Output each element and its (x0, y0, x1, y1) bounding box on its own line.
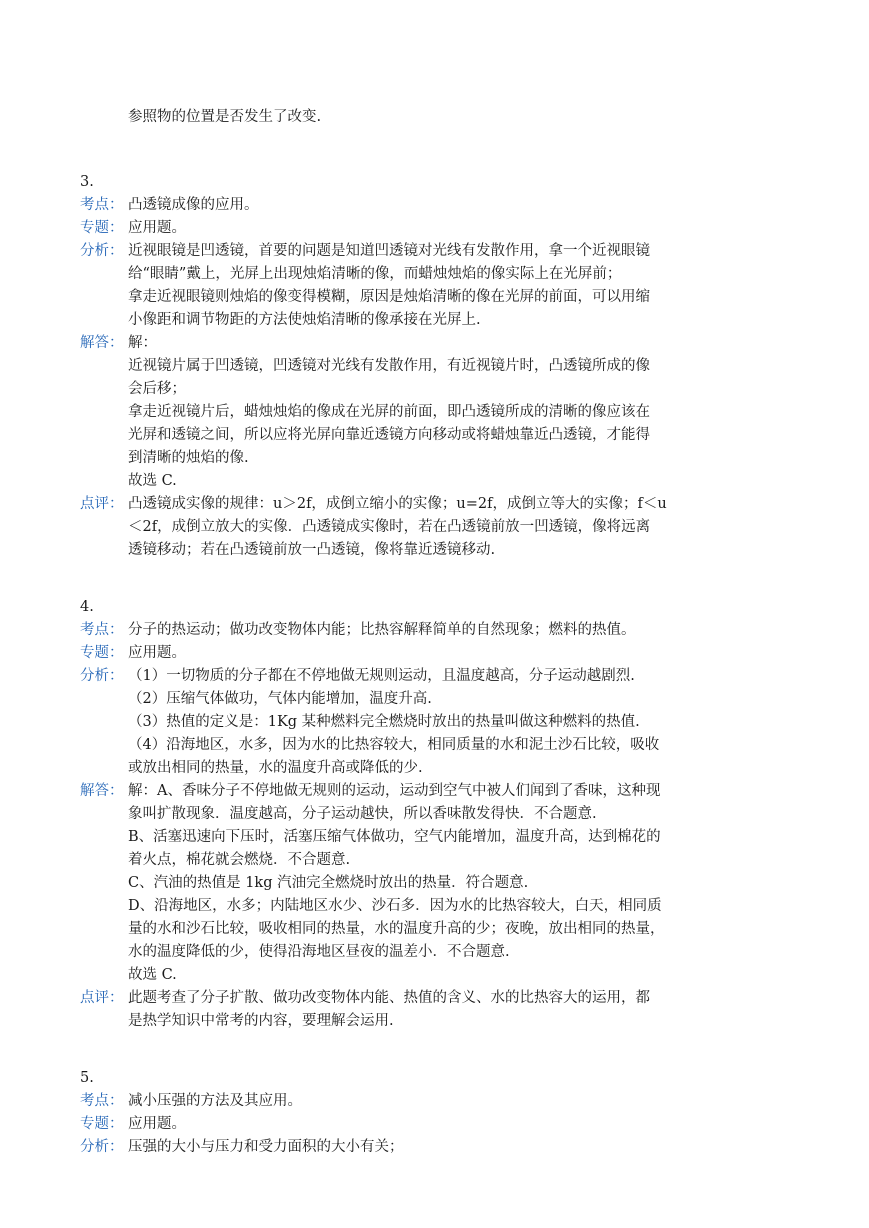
jieda-line: 近视镜片属于凹透镜，凹透镜对光线有发散作用，有近视镜片时，凸透镜所成的像 (128, 358, 650, 374)
fenxi-line: （4）沿海地区，水多，因为水的比热容较大，相同质量的水和泥土沙石比较，吸收 (128, 737, 660, 753)
kaodian-label: 考点： (80, 622, 124, 638)
fenxi-label: 分析： (80, 1139, 124, 1155)
fenxi-row (80, 240, 690, 332)
jieda-line: D、沿海地区，水多；内陆地区水少、沙石多．因为水的比热容较大，白天，相同质 (128, 898, 662, 914)
jieda-line: 着火点，棉花就会燃烧．不合题意. (128, 852, 351, 868)
fenxi-line: 或放出相同的热量，水的温度升高或降低的少. (128, 760, 423, 776)
dianping-label: 点评： (80, 990, 124, 1006)
fenxi-line: （3）热值的定义是：1Kg 某种燃料完全燃烧时放出的热量叫做这种燃料的热值. (128, 714, 640, 730)
problem-number: 3. (80, 174, 94, 190)
dianping-row (80, 987, 690, 1033)
dianping-line: 透镜移动；若在凸透镜前放一凸透镜，像将靠近透镜移动. (128, 542, 496, 558)
fenxi-line: （1）一切物质的分子都在不停地做无规则运动，且温度越高，分子运动越剧烈. (128, 668, 635, 684)
problem-number: 5. (80, 1070, 94, 1086)
jieda-line: 象叫扩散现象．温度越高，分子运动越快，所以香味散发得快．不合题意. (128, 806, 597, 822)
jieda-line: 解：A、香味分子不停地做无规则的运动，运动到空气中被人们闻到了香味，这种现 (128, 783, 661, 799)
zhuanti-label: 专题： (80, 645, 124, 661)
jieda-line: 光屏和透镜之间，所以应将光屏向靠近透镜方向移动或将蜡烛靠近凸透镜，才能得 (128, 427, 650, 443)
zhuanti-row (80, 217, 690, 240)
jieda-label: 解答： (80, 783, 124, 799)
fenxi-line: 压强的大小与压力和受力面积的大小有关； (128, 1139, 404, 1155)
kaodian-text: 分子的热运动；做功改变物体内能；比热容解释简单的自然现象；燃料的热值。 (128, 622, 636, 638)
fenxi-line: 给“眼睛”戴上，光屏上出现烛焰清晰的像，而蜡烛烛焰的像实际上在光屏前； (128, 266, 622, 282)
dianping-line: 凸透镜成实像的规律：u＞2f，成倒立缩小的实像；u=2f，成倒立等大的实像；f＜u (128, 496, 667, 512)
zhuanti-text: 应用题。 (128, 1116, 186, 1132)
problem-5 (80, 1067, 690, 1159)
fenxi-label: 分析： (80, 668, 124, 684)
jieda-answer: 故选 C. (128, 967, 177, 983)
jieda-line: C、汽油的热值是 1kg 汽油完全燃烧时放出的热量．符合题意. (128, 875, 529, 891)
kaodian-text: 凸透镜成像的应用。 (128, 197, 259, 213)
problem-3 (80, 171, 690, 562)
fenxi-line: （2）压缩气体做功，气体内能增加，温度升高. (128, 691, 432, 707)
problem-number: 4. (80, 599, 94, 615)
jieda-line: 拿走近视镜片后，蜡烛烛焰的像成在光屏的前面，即凸透镜所成的清晰的像应该在 (128, 404, 650, 420)
dianping-line: 是热学知识中常考的内容，要理解会运用. (128, 1013, 394, 1029)
zhuanti-label: 专题： (80, 1116, 124, 1132)
fenxi-label: 分析： (80, 243, 124, 259)
document-page (80, 106, 690, 1193)
jieda-line: 量的水和沙石比较，吸收相同的热量，水的温度升高的少；夜晚，放出相同的热量， (128, 921, 665, 937)
continuation-line: 参照物的位置是否发生了改变. (128, 109, 322, 125)
dianping-line: ＜2f，成倒立放大的实像．凸透镜成实像时，若在凸透镜前放一凹透镜，像将远离 (128, 519, 651, 535)
jieda-line: B、活塞迅速向下压时，活塞压缩气体做功，空气内能增加，温度升高，达到棉花的 (128, 829, 661, 845)
jieda-row (80, 780, 690, 987)
fenxi-row (80, 1136, 690, 1159)
zhuanti-text: 应用题。 (128, 645, 186, 661)
kaodian-label: 考点： (80, 197, 124, 213)
dianping-label: 点评： (80, 496, 124, 512)
jieda-answer: 故选 C. (128, 473, 177, 489)
jieda-label: 解答： (80, 335, 124, 351)
kaodian-row (80, 194, 690, 217)
zhuanti-row (80, 642, 690, 665)
dianping-row (80, 493, 690, 562)
dianping-line: 此题考查了分子扩散、做功改变物体内能、热值的含义、水的比热容大的运用，都 (128, 990, 650, 1006)
jieda-line: 解： (128, 335, 157, 351)
zhuanti-text: 应用题。 (128, 220, 186, 236)
kaodian-text: 减小压强的方法及其应用。 (128, 1093, 302, 1109)
kaodian-row (80, 619, 690, 642)
jieda-line: 会后移； (128, 381, 186, 397)
fenxi-row (80, 665, 690, 780)
zhuanti-row (80, 1113, 690, 1136)
zhuanti-label: 专题： (80, 220, 124, 236)
problem-4 (80, 596, 690, 1033)
fenxi-line: 小像距和调节物距的方法使烛焰清晰的像承接在光屏上. (128, 312, 481, 328)
fenxi-line: 近视眼镜是凹透镜，首要的问题是知道凹透镜对光线有发散作用，拿一个近视眼镜 (128, 243, 650, 259)
kaodian-row (80, 1090, 690, 1113)
jieda-line: 水的温度降低的少，使得沿海地区昼夜的温差小．不合题意. (128, 944, 510, 960)
jieda-line: 到清晰的烛焰的像. (128, 450, 249, 466)
fenxi-line: 拿走近视眼镜则烛焰的像变得模糊，原因是烛焰清晰的像在光屏的前面，可以用缩 (128, 289, 650, 305)
jieda-row (80, 332, 690, 493)
kaodian-label: 考点： (80, 1093, 124, 1109)
